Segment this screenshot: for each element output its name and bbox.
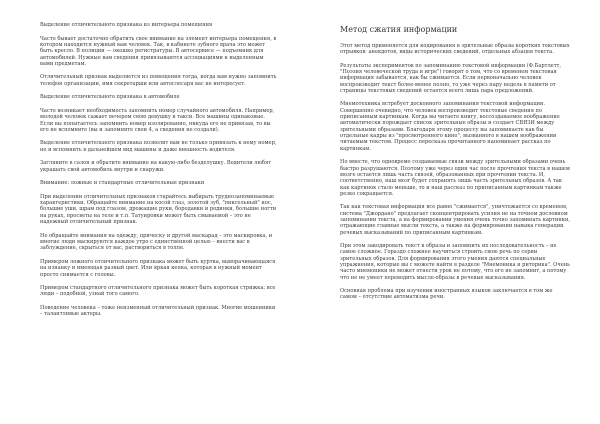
paragraph: Часто возникает необходимость запомнить номер случайного автомобиля. Например, молодой человек сажает вечером свою девушку в такси. Все машины одинаковые. Если вы попытаетесь запомнить номер изолированно, никуда его не привязав, то вы его не вспомните (вы и запомните свои 4, а сведения не создали). — [40, 107, 275, 133]
paragraph: Выделение отличительного признака позволит вам не только привязать к нему номер, но и вспомнить в дальнейшем вид машины и даже внешность водителя. — [40, 140, 277, 153]
paragraph: Поведение человека – тоже неизменный отличительный признак. Многие мошенники – талантливые актеры. — [40, 304, 276, 318]
heading-car: Выделение отличительного признака в автомобиле — [40, 94, 180, 101]
paragraph: Так как текстовая информация все равно "сжимается", уничтожается со временем, система "Джордано" предлагает сконцентрировать усилия не на точном дословном запоминании текста, а на формировании умения очень точно запоминать картинки, отражающие главные мысли текста, а также на формировании навыка генерации речевых высказываний по приписанным картинкам. — [340, 204, 570, 236]
left-column — [40, 22, 278, 325]
paragraph: Не обращайте внимания на одежду, прическу и другой маскарад – это маскировка, и многие люди маскируются каждое утро с единственной целью – внести вас в заблуждение, скрыться от вас, раствориться в толпе. — [40, 232, 273, 252]
paragraph: Загляните в салон и обратите внимание на какую-либо безделушку. Водители любят украшать свой автомобиль внутри и снаружи. — [40, 160, 272, 173]
paragraph: Основная проблема при изучении иностранных языков заключается в том же самом – отсутствие автоматизма речи. — [340, 288, 553, 301]
paragraph: При выделении отличительных признаков старайтесь выбирать труднозапоминаемые характеристики. Обращайте внимание на косой глаз, золотой зуб, "пиксельный" нос, большие уши, шрам под глазом, дрожащие руки, бородавки и родинки, большие ногти на руках, просветы на теле и т.п. Татуировки может быть смываемой – это не надежный отличительный признак. — [40, 193, 277, 226]
paragraph: Мнемотехника встребует досконного запоминания текстовой информации. Совершенно очевидно, что человек воспроизводит текстовые сведения по приписанным картинкам. Когда вы читаете книгу, воссоздаваемое воображение автоматически порождает список зрительные образы и создает СВЯЗИ между зрительными образами. Благодаря этому процессу вы запоминаете как бы отдельные кадры из "просмотренного кино", вызванного в нашем воображении читаемым текстом. Процесс пересказа прочитанного напоминает рассказ по картинкам. — [340, 101, 560, 152]
paragraph: Отличительный признак выделяется из помещения тогда, когда вам нужно запомнить телефон организации, имя секретарши или автослесаря вас не интересует. — [40, 74, 277, 87]
paragraph: Результаты экспериментов по запоминанию текстовой информации (Ф.Бартлетт, "Поэзия человеческой труда и игре") говорят о том, что со временем текстовая информация забывается, как бы сжимается. Если первоначально человек воспроизводит текст более-менее полно, то уже через пару недель в памяти от страницы текстовых сведений остается всего лишь пара предложений. — [340, 62, 561, 95]
right-column — [340, 22, 570, 308]
paragraph: Часто бывает достаточно обратить свое внимание на элемент интерьера помещения, в котором находится нужный вам человек. Так, в кабинете зубного врача это может быть кресло. В полиции — окошко регистратуры. В автосервисе — подъемник для автомобилей. Нужные вам сведения привязываются ассоциациями к выделенным вами предметам. — [40, 35, 277, 67]
paragraph: Но вместе, что одновремо создаваемые связи между зрительными образами очень быстро разрушаются. Поэтому уже через один час после прочтения текста в нашем мозге остается лишь часть связей, образованных при прочтении текста. И, соответственно, наш мозг будет сохранять лишь часть зрительных образов. А так как картинок стало меньше, то и наш рассказ по приписанным картинкам также резко сокращается. — [340, 159, 570, 197]
paragraph: Примером ложного отличительного признака может быть куртка, выворачивающаяся на изнанку и имеющая разный цвет. Или яркая кепка, которая в нужный момент просто снимается с головы. — [40, 258, 276, 278]
heading-interior: Выделение отличительного признака из интерьера помещения — [40, 22, 213, 28]
paragraph: При этом закодировать текст в образы и запомнить их последовательность – не самое сложное. Гораздо сложнее научиться строить свою речь по серии зрительных образов. Для формирования этого умения даются специальные упражнения, которые вы с можете найти в разделе "Мнемоника и риторика". Очень часто мнемоники не может отнести урок не потому, что его не запомнит, а потому что не не умеет переводить мысле-образы в речевые высказывания. — [340, 242, 570, 281]
paragraph: Примером стандартного отличительного признака может быть короткая стрижка: все люди – подобной, узнай того самого. — [40, 285, 276, 298]
paragraph: Этот метод применяется для кодирования в зрительные образы коротких текстовых отрывков: анекдотов, виды исторических сведений, отдельных абзацев текста. — [340, 43, 570, 56]
heading-attention: Внимание: ложные и стандартные отличительные признаки — [40, 180, 205, 187]
section-title: Метод сжатия информации — [340, 25, 458, 34]
